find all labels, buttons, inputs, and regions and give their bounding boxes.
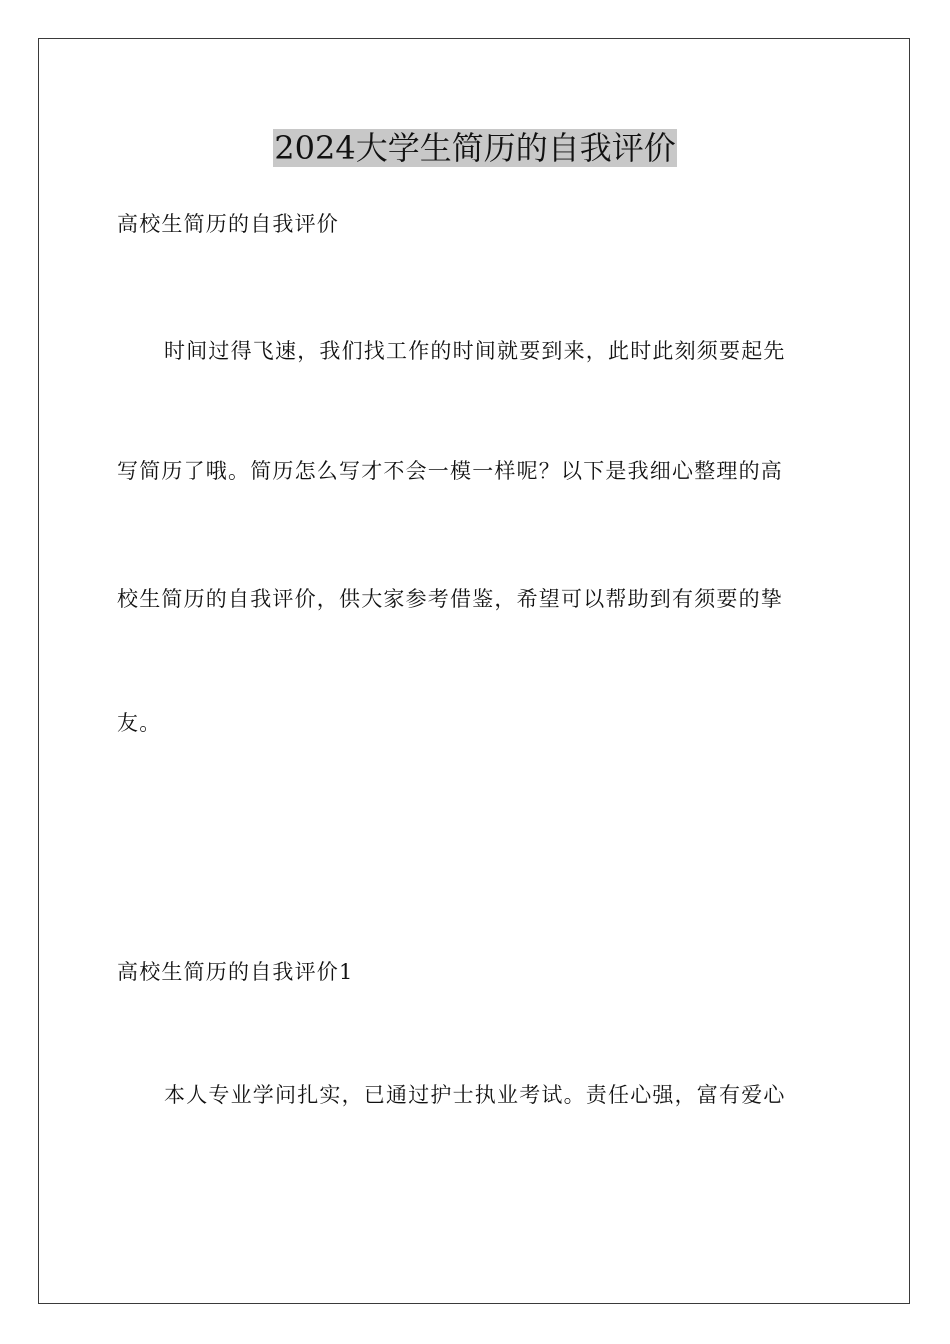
intro-line-4: 友。 bbox=[117, 711, 162, 735]
intro-line-1: 时间过得飞速，我们找工作的时间就要到来，此时此刻须要起先 bbox=[164, 339, 786, 363]
document-title-text: 2024大学生简历的自我评价 bbox=[274, 129, 676, 167]
intro-line-2: 写简历了哦。简历怎么写才不会一模一样呢？以下是我细心整理的高 bbox=[117, 459, 783, 483]
section-line-1: 本人专业学问扎实，已通过护士执业考试。责任心强，富有爱心 bbox=[164, 1083, 786, 1107]
document-title bbox=[0, 126, 950, 170]
intro-line-3: 校生简历的自我评价，供大家参考借鉴，希望可以帮助到有须要的挚 bbox=[117, 587, 783, 611]
section-heading: 高校生简历的自我评价1 bbox=[117, 960, 354, 984]
document-subtitle: 高校生简历的自我评价 bbox=[117, 212, 339, 236]
